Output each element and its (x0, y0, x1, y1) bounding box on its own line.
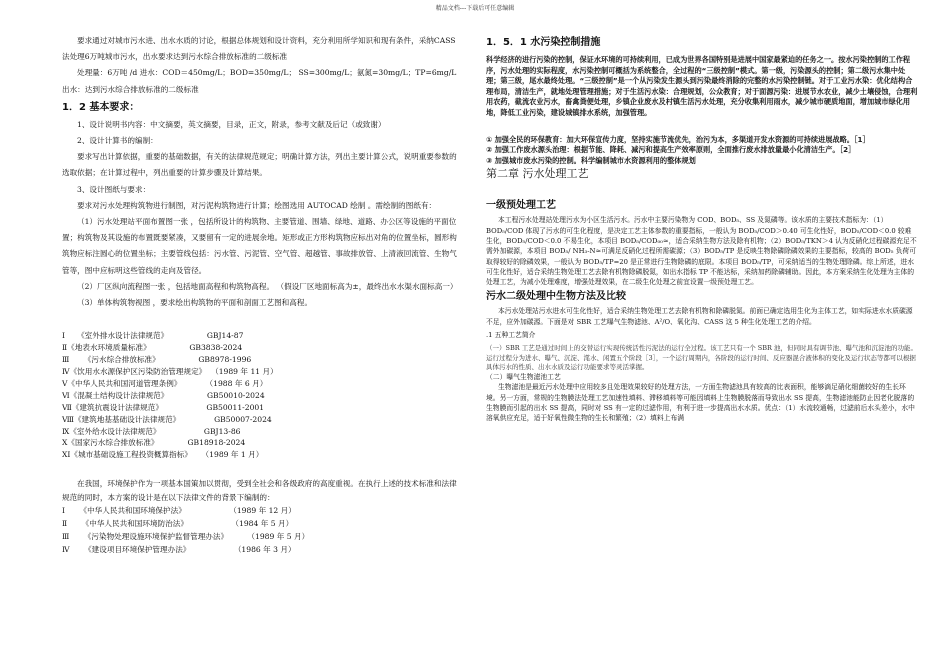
requirement-2: 2、设计计算书的编制： (77, 136, 158, 146)
standard-item: Ⅵ《混凝土结构设计法律规范》 GB50010-2024 (62, 390, 265, 400)
standard-item: Ⅴ《中华人民共和国河道管理条例》 （1988 年 6 月） (62, 378, 268, 388)
standard-item: Ⅱ《地表水环境质量标准》 GB3838-2024 (62, 343, 243, 353)
control-measures-paragraph: 科学经济的进行污染的控制，保证水环境的可持续利用，已成为世界各国特别是进展中国家最紧迫的任务之一。按水污染控制的工作程序，污水处理的实际程度，水污染控制可概括为系统整合，全过程的“三级控制”模式。第一级，污染源头的控制；第二级污水集中处理；第三级，尾水最终处理。“三级控制”是一个从污染发生源头到污染最终消除的完整的水污染控制链。对于工业污水染：优化结构合理布局，清洁生产，就地处理管理措施；对于生活污水染：合理规划，公众教育；对于面源污染：进展节水农业，减少土壤侵蚀，合理利用农药，截流农业污水，畜禽粪便处理，乡镇企业废水及村镇生活污水处理，充分收集利用雨水，减少城市硬质地面，增加城市绿化用地，降低工业污染，建设城镇排水系统，加强管理。 (486, 55, 918, 117)
pretreatment-paragraph: 本工程污水处理站处理污水为小区生活污水。污水中主要污染物为 COD、BOD₅、SS 及氮磷等。该水质的主要技术指标为：（1）BOD₅/COD 体现了污水的可生化程度，是决定工艺主体参数的重要指标，一般认为 BOD₅/COD＞0.40 可生化性好，BOD₅/COD＜0.0 较难生化，BOD₅/COD＜0.0 不易生化，本项目 BOD₅/COD₀₀≈，适合采纳生物方法及除有机物；（2）BOD₅/TKN＞4 认为反硝化过程碳源充足不需外加碳源，本项目 BOD₅/ NH₃-N≈可满足反硝化过程所需碳源；（3）BOD₅/TP 是反映生物除磷除磷效果的主要指标，较高的 BOD₅ 负荷可取得较好的除磷效果，一般认为 BOD₅/TP=20 是正常进行生物除磷的底限。本项目 BOD₅/TP，可采纳适当的生物处理除磷。综上所述，进水可生化性好，适合采纳生物处理工艺去除有机物除磷脱氮，如出水指标 TP 不能达标，采纳加药除磷辅助。因此，本方案采纳生化处理为主体的处理工艺，为减小处理难度，增强处理效果，在二级生化处理之前宜设置一级预处理工艺。 (486, 216, 917, 287)
law-background-paragraph: 在我国，环境保护作为一项基本国策加以贯彻，受到全社会和各级政府的高度重视。在执行上述的技术标准和法律规范的同时，本方案的设计是在以下法律文件的背景下编制的： (62, 479, 457, 502)
requirement-3: 3、设计图纸与要求： (77, 184, 151, 194)
subheading-baf: （二）曝气生物滤池工艺 (486, 372, 561, 381)
drawing-1: （1）污水处理站平面布置图一张 ，包括所设计的构筑物、主要管道、围墙、绿地、道路、办公区等设施的平面位置；构筑物及其设施的布置既要紧凑，又要留有一定的进展余地。矩形或正方形构筑物应标出对角的位置坐标，圆形构筑物应标注圆心的位置坐标；主要管线包括：污水管、污泥管、空气管、超越管、事故排放管、上清液回流管、生物气管等，图中应标明这些管线的走向及管径。 (62, 217, 457, 275)
baf-paragraph: 生物滤池是最近污水处理中应用较多且处理效果较好的处理方法，一方面生物滤池具有较高的比表面积，能够滴足硝化细菌较好的生长环境。另一方面，常规的生物膜法处理工艺加速性填料、滞移填料等可能因填料上生物膜脱落而导致出水 SS 提高，生物滤池能防止因老化脱落的生物膜而引起的出水 SS 提高，同时对 SS 有一定的过滤作用，有利于进一步提高出水水质。优点：（1）水流较通畅，过滤前后水头差小，水中溶氧供应充足，适于好氧性微生物的生长和繁殖；（2）填料上布满 (486, 383, 915, 423)
section-heading-1-2: 1．2 基本要求： (62, 101, 140, 113)
standard-item: Ⅹ《国家污水综合排放标准》 GB18918-2024 (62, 438, 246, 448)
drawing-2: （2）厂区纵向流程图一张 ，包括地面高程和构筑物高程。 （假设厂区地面标高为±，最终出水水渠水面标高一） (77, 281, 458, 291)
standard-item: Ⅷ《建筑地基基础设计法律规范》 GB50007-2024 (62, 414, 272, 424)
law-item: Ⅰ 《中华人民共和国环境保护法》 （1989 年 12 月） (62, 506, 296, 516)
standard-item: ⅩⅠ《城市基础设施工程投资概算指标》 （1989 年 1 月） (62, 450, 264, 460)
standard-item: Ⅶ《建筑抗震设计法律规范》 GB50011-2001 (62, 402, 265, 412)
standard-item: Ⅲ 《污水综合排放标准》 GB8978-1996 (62, 355, 252, 365)
standards-list (62, 330, 458, 461)
intro-paragraph-1: 要求通过对城市污水进、出水水质的讨论，根据总体规划和设计资料，充分利用所学知识和现有条件，采纳CASS法处理6万吨城市污水，出水要求达到污水综合排放标准的二级标准 (62, 36, 456, 62)
heading-secondary-biological: 污水二级处理中生物方法及比较 (486, 291, 626, 303)
standard-item: Ⅳ《饮用水水源保护区污染防治管理规定》 （1989 年 11 月） (62, 366, 278, 376)
law-item: Ⅲ 《污染物处理设施环境保护监督管理办法》 （1989 年 5 月） (62, 532, 310, 542)
subheading-five-processes: .1 五种工艺简介 (486, 331, 536, 340)
standard-item: Ⅰ 《室外排水设计法律规范》 GBJ14-87 (62, 331, 244, 341)
measure-2: ② 加强工作废水源头治理：根据节能、降耗、减污和提高生产效率原则，全面推行废水排放量最小化清洁生产。［2］ (486, 145, 856, 155)
measure-1: ① 加强全民的环保教育：加大环保宣传力度，坚持实施节流优先，治污为本，多渠道开发水资源的可持续进展战略。［1］ (486, 134, 870, 144)
header-note: 精品文档---下载后可任意编辑 (435, 5, 515, 12)
requirement-2-text: 要求写出计算依据，重要的基础数据，有关的法律规范规定；明确计算方法，列出主要计算公式，说明重要参数的选取依据；在计算过程中，列出重要的计算步骤及计算结果。 (62, 152, 457, 178)
intro-paragraph-2: 处理量：6万吨 /d 进水：COD＝450mg/L；BOD=350mg/L； SS=300mg/L；氨氮=30mg/L；TP=6mg/L 出水：达到污水综合排放标准的二级标准 (62, 68, 457, 94)
drawing-3: （3）单体构筑物视图 ，要求绘出构筑物的平面和剖面工艺图和高程。 (77, 298, 313, 308)
requirement-3-text: 要求对污水处理构筑物进行制图，对污泥构筑物进行计算；绘图选用 AUTOCAD 绘制 。需绘制的图纸有： (77, 200, 437, 210)
chapter-2-title: 第二章 污水处理工艺 (486, 167, 589, 181)
law-item: Ⅱ 《中华人民共和国环境防治法》 （1984 年 5 月） (62, 519, 294, 529)
heading-primary-pretreatment: 一级预处理工艺 (486, 200, 556, 212)
sbr-paragraph: （一）SBR 工艺是通过时间上的交替运行实现传统活性污泥法的运行全过程。该工艺只有一个 SBR 池，但同时具有调节池、曝气池和沉淀池的功能。运行过程分为进水、曝气、沉淀、滗水、闲置五个阶段［3］，一个运行周期内，各阶段的运行时间、反应器混合液体积的变化及运行状态等都可以根据具体污水的性质、出水水质及运行功能要求等灵活掌握。 (486, 344, 917, 371)
right-column (486, 36, 918, 423)
laws-list (62, 504, 458, 556)
standard-item: Ⅸ《室外给水设计法律规范》 GBJ13-86 (62, 426, 241, 436)
section-heading-1-5-1: 1．5．1 水污染控制措施 (486, 37, 601, 48)
left-column (62, 33, 458, 556)
measure-3: ③ 加强城市废水污染的控制。科学编制城市水资源利用的整体规划 (486, 155, 696, 165)
law-item: Ⅳ 《建设项目环境保护管理办法》 （1986 年 3 月） (62, 545, 296, 555)
secondary-paragraph: 本污水处理站污水进水可生化性好，适合采纳生物处理工艺去除有机物和除磷脱氮。前面已确定选用生化为主体工艺，如实际进水水质碳源不足，应外加碳源。下面是对 SBR 工艺曝气生物滤池、A²/O、氧化沟、CASS 这 5 种生化处理工艺的介绍。 (486, 307, 913, 326)
requirement-1: 1、设计说明书内容：中文摘要，英文摘要，目录，正文，附录，参考文献及后记（或致谢） (77, 119, 386, 129)
